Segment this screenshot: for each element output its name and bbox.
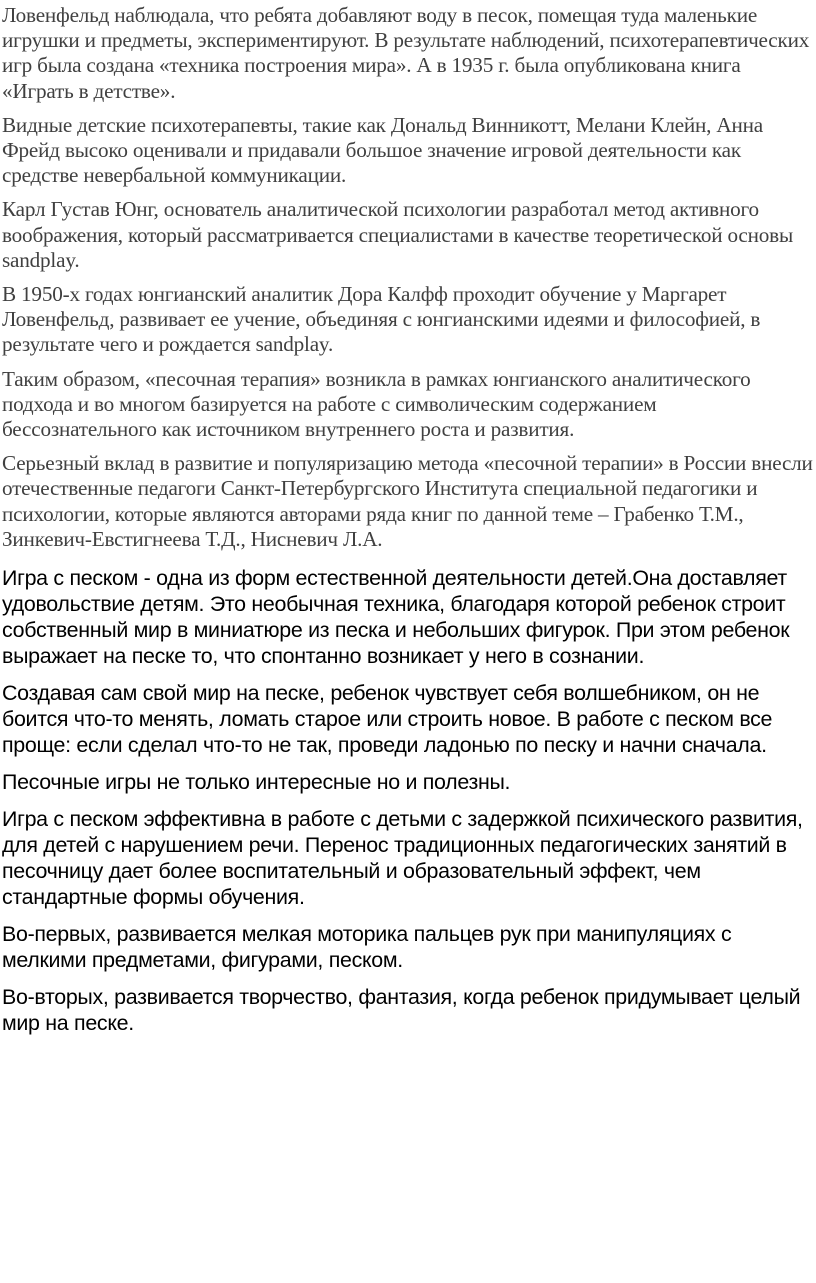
paragraph-creativity-fantasy: Во-вторых, развивается творчество, фантазия, когда ребенок придумывает целый мир на песке. [2,985,801,1036]
paragraph-games-useful: Песочные игры не только интересные но и полезны. [2,770,511,795]
paragraph-sand-play-natural-activity: Игра с песком - одна из форм естественной деятельности детей.Она доставляет удовольствие детям. Это необычная техника, благодаря которой ребенок строит собственный мир в миниатюре из песка и небольших фигурок. При этом ребенок выражает на песке то, что спонтанно возникает у него в сознании. [2,566,790,669]
paragraph-jung-active-imagination: Карл Густав Юнг, основатель аналитической психологии разработал метод активного воображения, который рассматривается специалистами в качестве теоретической основы sandplay. [2,197,793,272]
paragraph-fine-motor-skills: Во-первых, развивается мелкая моторика пальцев рук при манипуляциях с мелкими предметами, фигурами, песком. [2,922,732,973]
paragraph-effective-for-delays: Игра с песком эффективна в работе с детьми с задержкой психического развития, для детей с нарушением речи. Перенос традиционных педагогических занятий в песочницу дает более воспитательный и образовательный эффект, чем стандартные формы обучения. [2,807,803,910]
paragraph-dora-kalff: В 1950-х годах юнгианский аналитик Дора Калфф проходит обучение у Маргарет Ловенфельд, развивает ее учение, объединяя с юнгианскими идеями и философией, в результате чего и рождается sandplay. [2,282,761,357]
history-section [2,3,816,552]
paragraph-sand-therapy-origin: Таким образом, «песочная терапия» возникла в рамках юнгианского аналитического подхода и во многом базируется на работе с символическим содержанием бессознательного как источником внутреннего роста и развития. [2,366,751,442]
paragraph-child-as-wizard: Создавая сам свой мир на песке, ребенок чувствует себя волшебником, он не боится что-то менять, ломать старое или строить новое. В работе с песком все проще: если сделал что-то не так, проведи ладонью по песку и начни сначала. [2,681,773,758]
benefits-section [2,565,816,1036]
paragraph-child-psychotherapists: Видные детские психотерапевты, такие как Дональд Винникотт, Мелани Клейн, Анна Фрейд высоко оценивали и придавали большое значение игровой деятельности как средстве невербальной коммуникации. [2,112,763,188]
paragraph-lowenfeld-observation: Ловенфельд наблюдала, что ребята добавляют воду в песок, помещая туда маленькие игрушки и предметы, экспериментируют. В результате наблюдений, психотерапевтических игр была создана «техника построения мира». А в 1935 г. была опубликована книга «Играть в детстве». [2,3,810,103]
paragraph-russian-contribution: Серьезный вклад в развитие и популяризацию метода «песочной терапии» в России внесли отечественные педагоги Санкт-Петербургского Института специальной педагогики и психологии, которые являются авторами ряда книг по данной теме – Грабенко Т.М., Зинкевич-Евстигнеева Т.Д., Нисневич Л.А. [2,451,813,551]
